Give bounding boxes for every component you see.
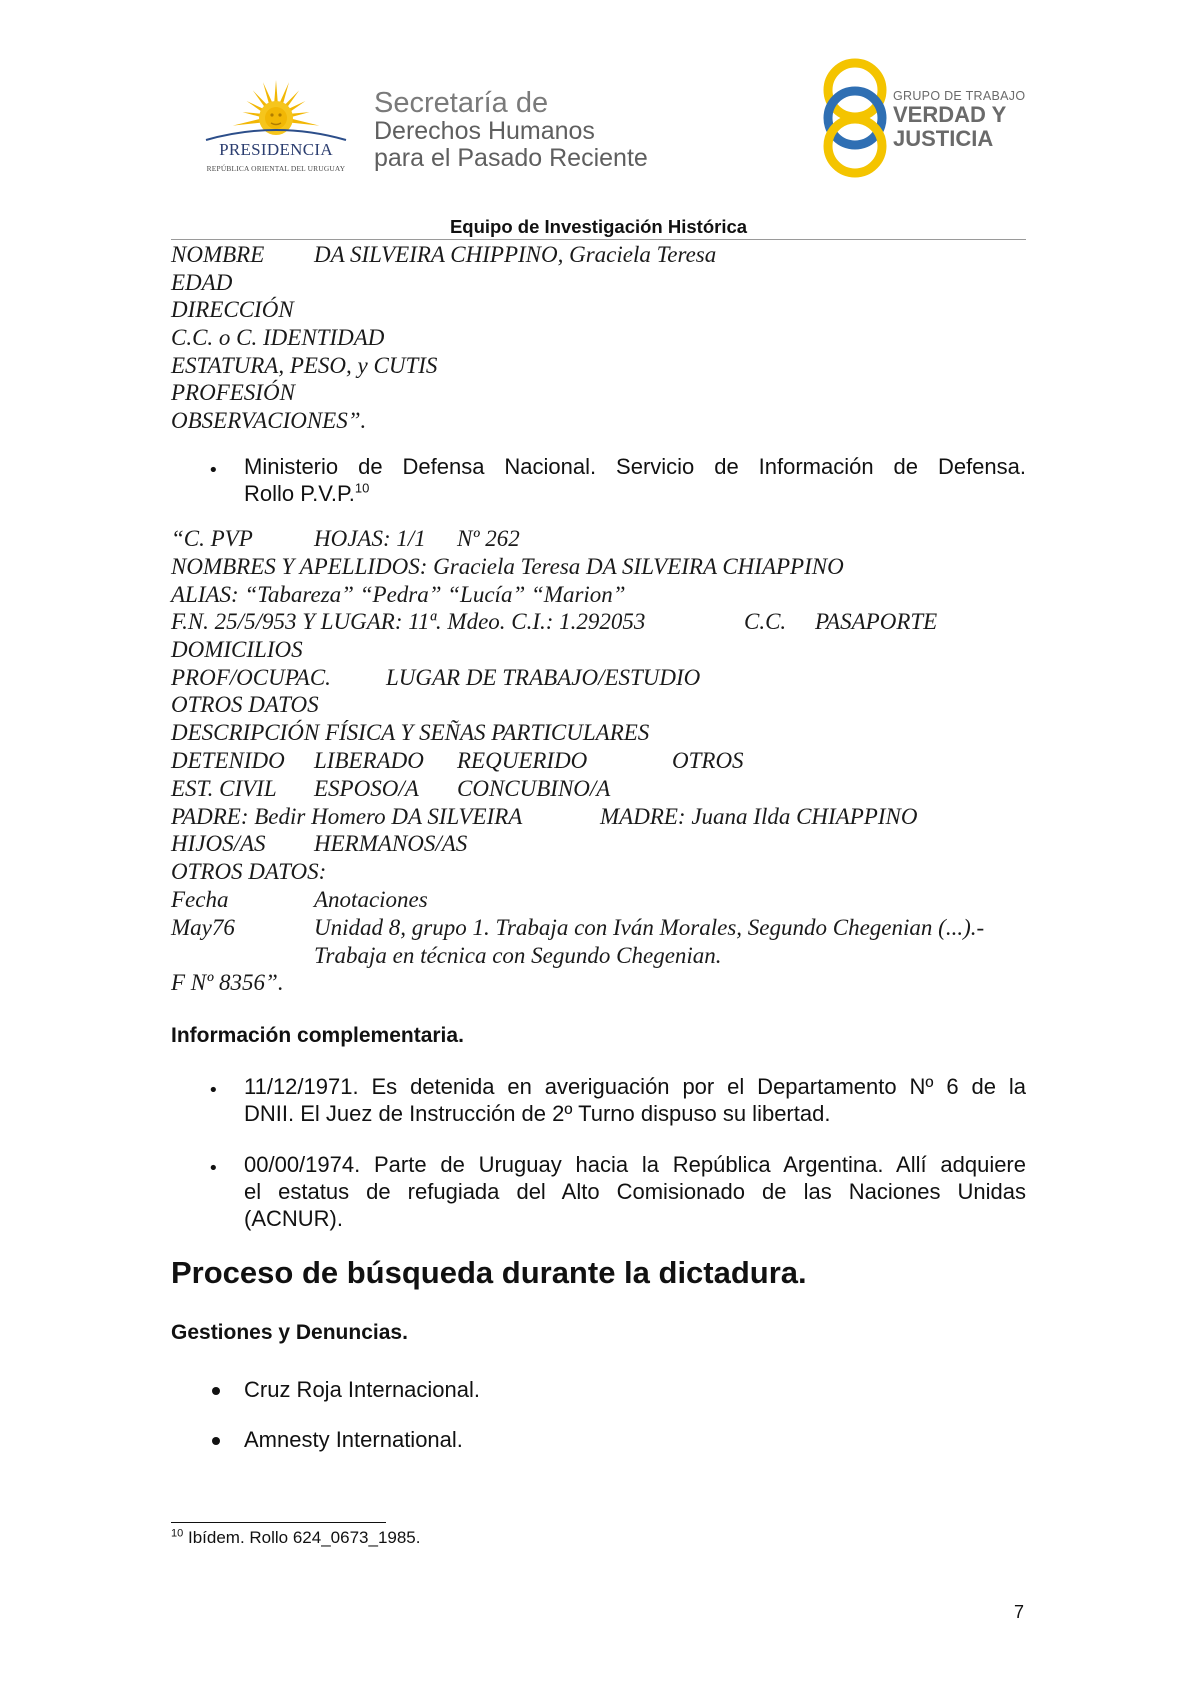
otros-datos-label: OTROS DATOS bbox=[171, 692, 319, 717]
complementaria-item-1-line-2: DNII. El Juez de Instrucción de 2º Turno dispuso su libertad. bbox=[244, 1101, 831, 1126]
estatura-label: ESTATURA, PESO, y CUTIS bbox=[171, 353, 438, 378]
anotacion-line-2: Trabaja en técnica con Segundo Chegenian. bbox=[314, 943, 722, 968]
interlinked-rings-icon bbox=[820, 56, 890, 180]
presidencia-title: PRESIDENCIA bbox=[219, 140, 333, 159]
detenido-label: DETENIDO bbox=[171, 748, 285, 773]
gestion-item-2: Amnesty International. bbox=[244, 1427, 463, 1452]
liberado-label: LIBERADO bbox=[314, 748, 424, 773]
ficha-number: F Nº 8356”. bbox=[171, 970, 284, 995]
observaciones-label: OBSERVACIONES”. bbox=[171, 408, 367, 433]
hermanos-label: HERMANOS/AS bbox=[314, 831, 468, 856]
complementaria-heading: Información complementaria. bbox=[171, 1024, 464, 1047]
gtvj-line-3: JUSTICIA bbox=[893, 126, 994, 151]
source-rollo: Rollo P.V.P. bbox=[244, 481, 355, 506]
footnote-text: Ibídem. Rollo 624_0673_1985. bbox=[183, 1528, 421, 1547]
hijos-label: HIJOS/AS bbox=[171, 831, 266, 856]
bullet-icon: • bbox=[208, 460, 219, 481]
fecha-value: May76 bbox=[171, 915, 235, 940]
madre: MADRE: Juana Ilda CHIAPPINO bbox=[600, 804, 918, 829]
footnote-divider bbox=[171, 1522, 386, 1523]
fecha-header: Fecha bbox=[171, 887, 229, 912]
complementaria-item-2-line-2: el estatus de refugiada del Alto Comisionado de las Naciones Unidas bbox=[244, 1179, 1026, 1204]
lugar-label: LUGAR DE TRABAJO/ESTUDIO bbox=[386, 665, 701, 690]
bullet-icon: • bbox=[208, 1080, 219, 1101]
record-number: Nº 262 bbox=[457, 526, 520, 551]
domicilios-label: DOMICILIOS bbox=[171, 637, 303, 662]
est-civil-label: EST. CIVIL bbox=[171, 776, 277, 801]
secretaria-line-3: para el Pasado Reciente bbox=[374, 144, 648, 172]
otros-label: OTROS bbox=[672, 748, 744, 773]
footnote bbox=[171, 1528, 421, 1548]
hojas: HOJAS: 1/1 bbox=[314, 526, 426, 551]
complementaria-item-2-line-1: 00/00/1974. Parte de Uruguay hacia la República Argentina. Allí adquiere bbox=[244, 1152, 1026, 1177]
complementaria-item-1-line-1: 11/12/1971. Es detenida en averiguación por el Departamento Nº 6 de la bbox=[244, 1074, 1026, 1099]
cpvp: “C. PVP bbox=[171, 526, 253, 551]
padre: PADRE: Bedir Homero DA SILVEIRA bbox=[171, 804, 523, 829]
concubino-label: CONCUBINO/A bbox=[457, 776, 611, 801]
uruguay-sun-icon bbox=[196, 78, 356, 148]
edad-label: EDAD bbox=[171, 270, 233, 295]
source-line-2 bbox=[244, 481, 369, 507]
team-title: Equipo de Investigación Histórica bbox=[449, 216, 748, 237]
gtvj-logo bbox=[820, 56, 1030, 180]
anotaciones-header: Anotaciones bbox=[314, 887, 428, 912]
header-divider bbox=[171, 239, 1026, 240]
busqueda-heading: Proceso de búsqueda durante la dictadura. bbox=[171, 1255, 807, 1290]
identidad-label: C.C. o C. IDENTIDAD bbox=[171, 325, 385, 350]
footnote-ref: 10 bbox=[354, 480, 370, 496]
otros-datos-2-label: OTROS DATOS: bbox=[171, 859, 327, 884]
nombre-value: DA SILVEIRA CHIPPINO, Graciela Teresa bbox=[314, 242, 717, 267]
gestion-item-1: Cruz Roja Internacional. bbox=[244, 1377, 481, 1402]
bullet-icon: • bbox=[208, 1158, 219, 1179]
nombres-apellidos: NOMBRES Y APELLIDOS: Graciela Teresa DA SILVEIRA CHIAPPINO bbox=[171, 554, 844, 579]
secretaria-line-1: Secretaría de bbox=[374, 87, 549, 119]
descripcion-label: DESCRIPCIÓN FÍSICA Y SEÑAS PARTICULARES bbox=[171, 720, 650, 745]
profesion-label: PROFESIÓN bbox=[171, 380, 295, 405]
gtvj-line-2: VERDAD Y bbox=[893, 102, 1007, 127]
bullet-dot-icon bbox=[212, 1387, 220, 1395]
secretaria-line-2: Derechos Humanos bbox=[374, 117, 595, 145]
esposo-label: ESPOSO/A bbox=[314, 776, 419, 801]
gestiones-subheading: Gestiones y Denuncias. bbox=[171, 1321, 408, 1344]
direccion-label: DIRECCIÓN bbox=[171, 297, 294, 322]
presidencia-subtitle: REPÚBLICA ORIENTAL DEL URUGUAY bbox=[206, 164, 346, 173]
anotacion-line-1: Unidad 8, grupo 1. Trabaja con Iván Morales, Segundo Chegenian (...).- bbox=[314, 915, 985, 940]
nombre-label: NOMBRE bbox=[171, 242, 265, 267]
fecha-nacimiento: F.N. 25/5/953 Y LUGAR: 11ª. Mdeo. C.I.: 1.292053 bbox=[171, 609, 646, 634]
secretaria-title bbox=[374, 88, 648, 172]
requerido-label: REQUERIDO bbox=[457, 748, 588, 773]
page-number: 7 bbox=[1014, 1602, 1025, 1622]
footnote-number: 10 bbox=[171, 1527, 184, 1540]
complementaria-item-2-line-3: (ACNUR). bbox=[244, 1206, 343, 1231]
gtvj-line-1: GRUPO DE TRABAJO bbox=[893, 89, 1026, 103]
bullet-dot-icon bbox=[212, 1437, 220, 1445]
pasaporte-label: PASAPORTE bbox=[815, 609, 938, 634]
prof-label: PROF/OCUPAC. bbox=[171, 665, 331, 690]
source-line-1: Ministerio de Defensa Nacional. Servicio de Información de Defensa. bbox=[244, 454, 1026, 479]
cc-label: C.C. bbox=[744, 609, 787, 634]
alias: ALIAS: “Tabareza” “Pedra” “Lucía” “Marion” bbox=[171, 582, 626, 607]
presidencia-logo bbox=[196, 78, 356, 176]
